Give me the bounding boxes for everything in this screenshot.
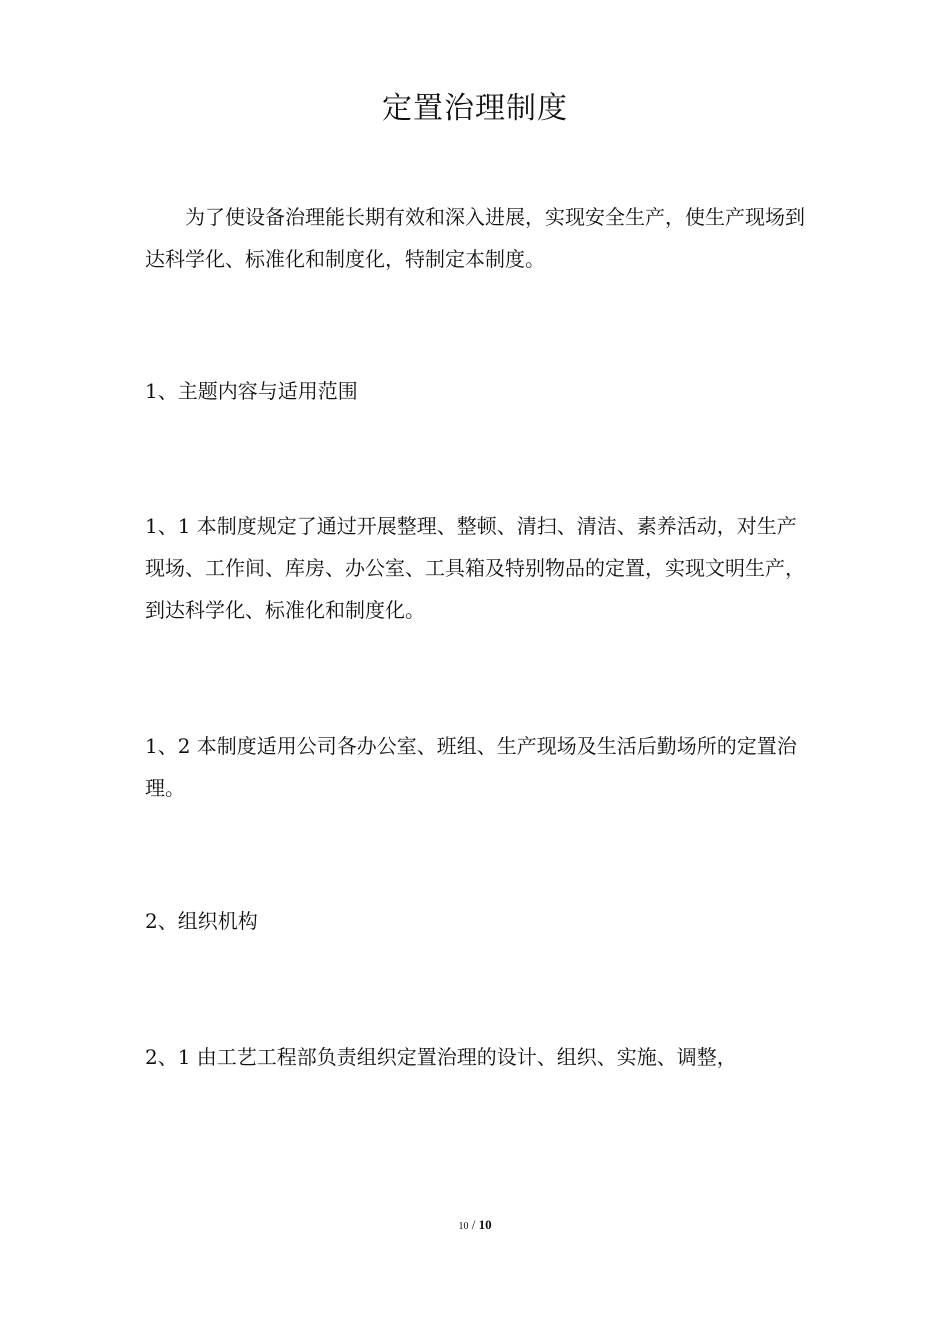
- section-1-2-paragraph: 1、2 本制度适用公司各办公室、班组、生产现场及生活后勤场所的定置治理。: [145, 734, 797, 800]
- total-pages-number: 10: [478, 1217, 492, 1232]
- section-2-1-paragraph: 2、1 由工艺工程部负责组织定置治理的设计、组织、实施、调整，: [145, 1045, 737, 1069]
- section-2-heading: 2、组织机构: [145, 909, 258, 933]
- intro-paragraph: 为了使设备治理能长期有效和深入进展，实现安全生产，使生产现场到达科学化、标准化和制度化，特制定本制度。: [145, 205, 805, 271]
- section-1-1-paragraph: 1、1 本制度规定了通过开展整理、整顿、清扫、清洁、素养活动，对生产现场、工作间、库房、办公室、工具箱及特别物品的定置，实现文明生产，到达科学化、标准化和制度化。: [145, 514, 805, 622]
- page-number: [0, 1216, 950, 1236]
- section-1-heading: 1、主题内容与适用范围: [145, 379, 358, 403]
- current-page-number: 10: [458, 1221, 469, 1232]
- page-separator: /: [471, 1217, 476, 1232]
- document-title: 定置治理制度: [382, 91, 568, 126]
